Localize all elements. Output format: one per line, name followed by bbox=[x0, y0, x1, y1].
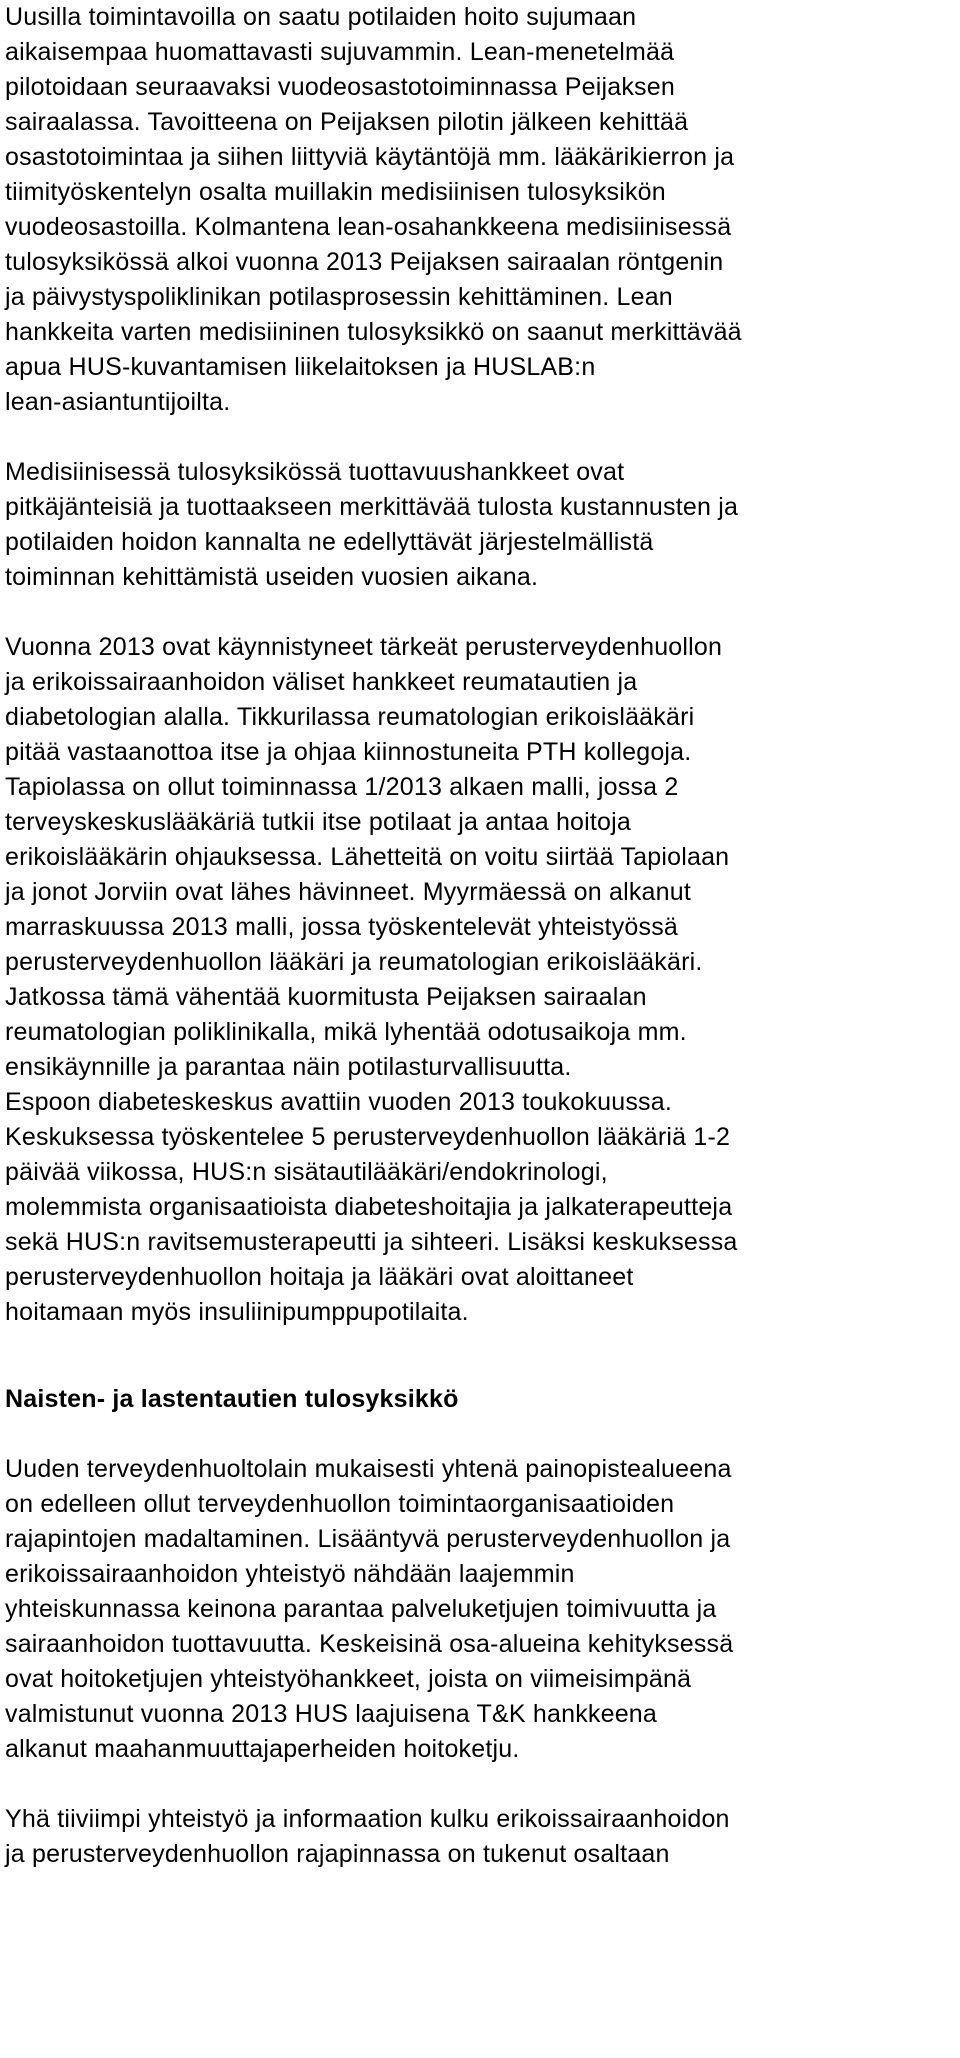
text-line: marraskuussa 2013 malli, jossa työskentelevät yhteistyössä bbox=[5, 913, 679, 941]
text-line: sairaalassa. Tavoitteena on Peijaksen pilotin jälkeen kehittää bbox=[5, 108, 689, 136]
document-page bbox=[5, 0, 953, 1872]
text-line: Yhä tiiviimpi yhteistyö ja informaation kulku erikoissairaanhoidon bbox=[5, 1805, 730, 1833]
text-line: erikoislääkärin ohjauksessa. Lähetteitä on voitu siirtää Tapiolaan bbox=[5, 843, 730, 871]
text-line: tulosyksikössä alkoi vuonna 2013 Peijaksen sairaalan röntgenin bbox=[5, 248, 724, 276]
text-line: perusterveydenhuollon lääkäri ja reumatologian erikoislääkäri. bbox=[5, 948, 703, 976]
text-line: Uusilla toimintavoilla on saatu potilaiden hoito sujumaan bbox=[5, 3, 637, 31]
text-line: tiimityöskentelyn osalta muillakin medisiinisen tulosyksikön bbox=[5, 178, 666, 206]
text-line: ensikäynnille ja parantaa näin potilasturvallisuutta. bbox=[5, 1053, 572, 1081]
text-line: ja perusterveydenhuollon rajapinnassa on tukenut osaltaan bbox=[5, 1840, 670, 1868]
text-line: Keskuksessa työskentelee 5 perusterveydenhuollon lääkäriä 1-2 bbox=[5, 1123, 731, 1151]
text-line: potilaiden hoidon kannalta ne edellyttävät järjestelmällistä bbox=[5, 528, 654, 556]
text-line: rajapintojen madaltaminen. Lisääntyvä perusterveydenhuollon ja bbox=[5, 1525, 731, 1553]
text-line: Vuonna 2013 ovat käynnistyneet tärkeät perusterveydenhuollon bbox=[5, 633, 723, 661]
text-line: pitää vastaanottoa itse ja ohjaa kiinnostuneita PTH kollegoja. bbox=[5, 738, 692, 766]
text-line: Medisiinisessä tulosyksikössä tuottavuushankkeet ovat bbox=[5, 458, 625, 486]
text-line: on edelleen ollut terveydenhuollon toimintaorganisaatioiden bbox=[5, 1490, 675, 1518]
text-line: valmistunut vuonna 2013 HUS laajuisena T&K hankkeena bbox=[5, 1700, 658, 1728]
text-line: aikaisempaa huomattavasti sujuvammin. Lean-menetelmää bbox=[5, 38, 675, 66]
text-line: päivää viikossa, HUS:n sisätautilääkäri/endokrinologi, bbox=[5, 1158, 608, 1186]
paragraph-lean-methods bbox=[5, 0, 953, 420]
text-line: sairaanhoidon tuottavuutta. Keskeisinä osa-alueina kehityksessä bbox=[5, 1630, 734, 1658]
text-line: vuodeosastoilla. Kolmantena lean-osahankkeena medisiinisessä bbox=[5, 213, 732, 241]
text-line: apua HUS-kuvantamisen liikelaitoksen ja HUSLAB:n bbox=[5, 353, 596, 381]
text-line: terveyskeskuslääkäriä tutkii itse potilaat ja antaa hoitoja bbox=[5, 808, 632, 836]
text-line: ja jonot Jorviin ovat lähes hävinneet. Myyrmäessä on alkanut bbox=[5, 878, 691, 906]
text-line: ja erikoissairaanhoidon väliset hankkeet reumatautien ja bbox=[5, 668, 638, 696]
text-line: hankkeita varten medisiininen tulosyksikkö on saanut merkittävää bbox=[5, 318, 742, 346]
text-line: Espoon diabeteskeskus avattiin vuoden 2013 toukokuussa. bbox=[5, 1088, 673, 1116]
text-line: perusterveydenhuollon hoitaja ja lääkäri ovat aloittaneet bbox=[5, 1263, 634, 1291]
section-spacer bbox=[5, 1330, 953, 1382]
paragraph-spacer bbox=[5, 1767, 953, 1802]
text-line: osastotoimintaa ja siihen liittyviä käytäntöjä mm. lääkärikierron ja bbox=[5, 143, 735, 171]
text-line: yhteiskunnassa keinona parantaa palveluketjujen toimivuutta ja bbox=[5, 1595, 717, 1623]
paragraph-spacer bbox=[5, 595, 953, 630]
text-line: Tapiolassa on ollut toiminnassa 1/2013 alkaen malli, jossa 2 bbox=[5, 773, 679, 801]
text-line: erikoissairaanhoidon yhteistyö nähdään laajemmin bbox=[5, 1560, 575, 1588]
paragraph-cooperation bbox=[5, 1802, 953, 1872]
paragraph-spacer bbox=[5, 1417, 953, 1452]
text-line: pitkäjänteisiä ja tuottaakseen merkittävää tulosta kustannusten ja bbox=[5, 493, 739, 521]
text-line: sekä HUS:n ravitsemusterapeutti ja sihteeri. Lisäksi keskuksessa bbox=[5, 1228, 738, 1256]
text-line: ovat hoitoketjujen yhteistyöhankkeet, joista on viimeisimpänä bbox=[5, 1665, 692, 1693]
paragraph-joint-projects bbox=[5, 630, 953, 1330]
text-line: hoitamaan myös insuliinipumppupotilaita. bbox=[5, 1298, 469, 1326]
section-heading: Naisten- ja lastentautien tulosyksikkö bbox=[5, 1385, 459, 1413]
text-line: diabetologian alalla. Tikkurilassa reumatologian erikoislääkäri bbox=[5, 703, 695, 731]
text-line: ja päivystyspoliklinikan potilasprosessin kehittäminen. Lean bbox=[5, 283, 673, 311]
text-line: Uuden terveydenhuoltolain mukaisesti yhtenä painopistealueena bbox=[5, 1455, 732, 1483]
paragraph-productivity-projects bbox=[5, 455, 953, 595]
text-line: pilotoidaan seuraavaksi vuodeosastotoiminnassa Peijaksen bbox=[5, 73, 675, 101]
paragraph-healthcare-law bbox=[5, 1452, 953, 1767]
text-line: Jatkossa tämä vähentää kuormitusta Peijaksen sairaalan bbox=[5, 983, 647, 1011]
text-line: lean-asiantuntijoilta. bbox=[5, 388, 231, 416]
text-line: molemmista organisaatioista diabeteshoitajia ja jalkaterapeutteja bbox=[5, 1193, 733, 1221]
paragraph-spacer bbox=[5, 420, 953, 455]
text-line: reumatologian poliklinikalla, mikä lyhentää odotusaikoja mm. bbox=[5, 1018, 687, 1046]
text-line: alkanut maahanmuuttajaperheiden hoitoketju. bbox=[5, 1735, 520, 1763]
text-line: toiminnan kehittämistä useiden vuosien aikana. bbox=[5, 563, 539, 591]
